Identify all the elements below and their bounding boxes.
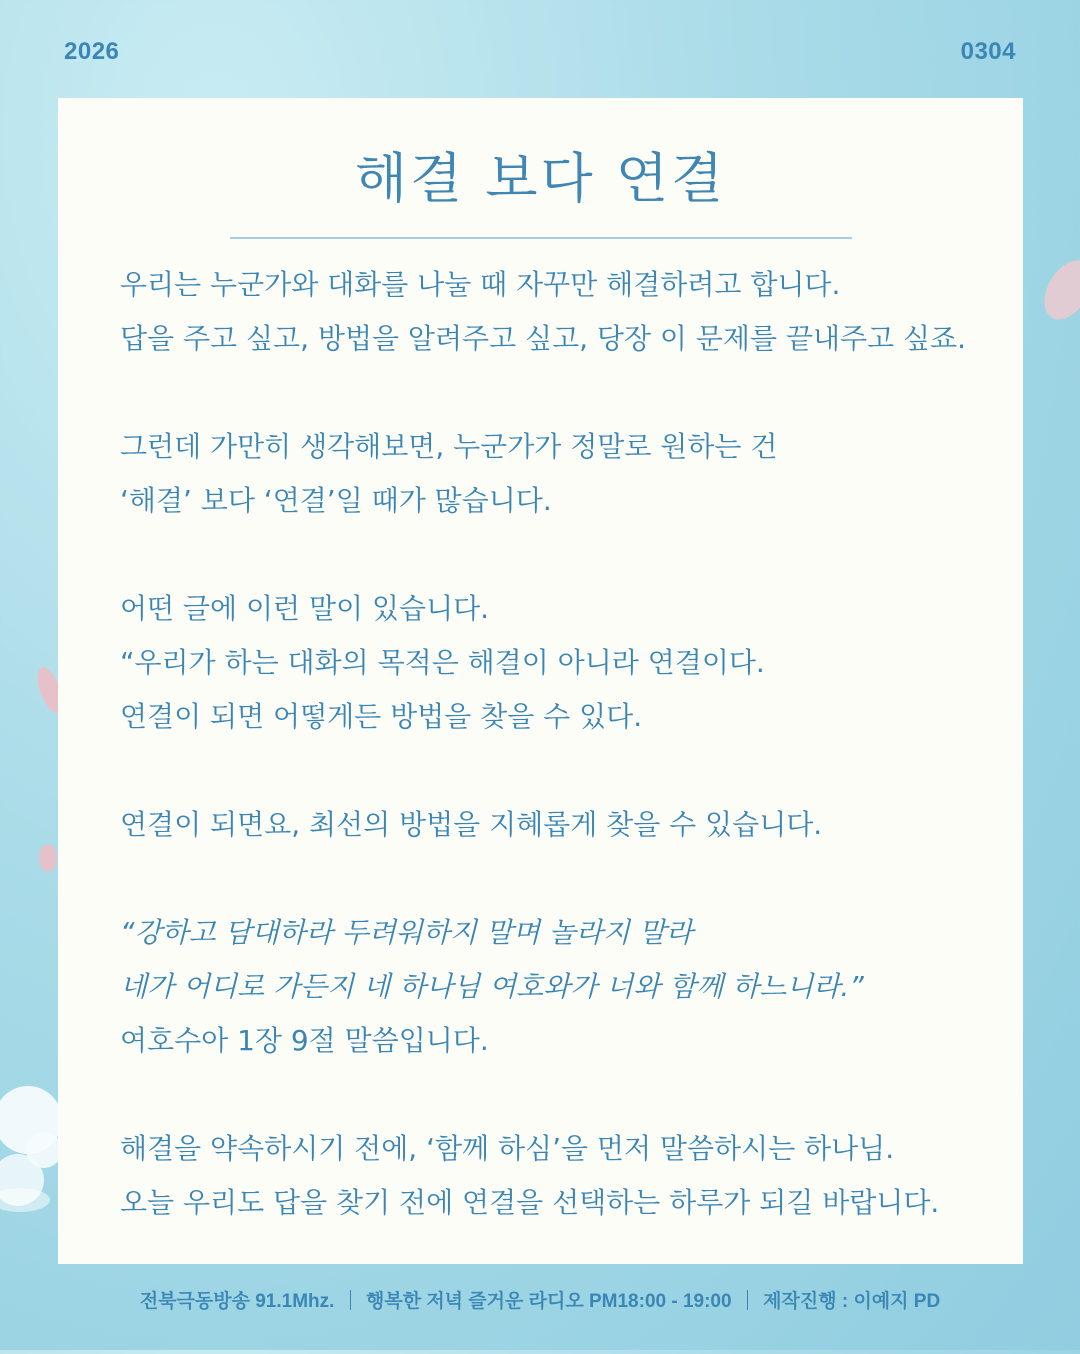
paragraph-4 <box>120 798 1000 852</box>
paragraph-1 <box>120 258 1000 366</box>
message-card <box>58 98 1023 1264</box>
date-code-label: 0304 <box>960 38 1016 65</box>
text-line: 연결이 되면요, 최선의 방법을 지혜롭게 찾을 수 있습니다. <box>120 808 823 841</box>
page-title: 해결 보다 연결 <box>354 147 727 210</box>
footer-credits <box>0 1286 1080 1313</box>
text-line: 어떤 글에 이런 말이 있습니다. <box>120 592 490 625</box>
program-label: 행복한 저녁 즐거운 라디오 PM18:00 - 19:00 <box>365 1291 732 1312</box>
text-line: 그런데 가만히 생각해보면, 누군가가 정말로 원하는 건 <box>120 430 778 463</box>
text-line: 우리는 누군가와 대화를 나눌 때 자꾸만 해결하려고 합니다. <box>120 268 841 301</box>
paragraph-2 <box>120 420 1000 528</box>
scripture-line: “강하고 담대하라 두려워하지 말며 놀라지 말라 <box>120 916 693 949</box>
text-line: ‘해결’ 보다 ‘연결’일 때가 많습니다. <box>120 484 552 517</box>
message-body <box>120 258 1000 1230</box>
station-label: 전북극동방송 91.1Mhz. <box>139 1291 335 1312</box>
scripture-line: 네가 어디로 가든지 네 하나님 여호와가 너와 함께 하느니라.” <box>120 970 864 1003</box>
producer-label: 제작진행 : 이예지 PD <box>763 1291 941 1312</box>
text-line: 연결이 되면 어떻게든 방법을 찾을 수 있다. <box>120 700 643 733</box>
title-divider <box>230 237 852 239</box>
paragraph-6 <box>120 1122 1000 1230</box>
footer-divider <box>350 1290 351 1310</box>
text-line: 오늘 우리도 답을 찾기 전에 연결을 선택하는 하루가 되길 바랍니다. <box>120 1186 940 1219</box>
year-label: 2026 <box>64 38 120 65</box>
text-line: “우리가 하는 대화의 목적은 해결이 아니라 연결이다. <box>120 646 765 679</box>
text-line: 답을 주고 싶고, 방법을 알려주고 싶고, 당장 이 문제를 끝내주고 싶죠. <box>120 322 967 355</box>
scripture-quote <box>120 906 1000 1068</box>
footer-divider <box>747 1290 748 1310</box>
paragraph-3 <box>120 582 1000 744</box>
scripture-reference: 여호수아 1장 9절 말씀입니다. <box>120 1024 489 1057</box>
text-line: 해결을 약속하시기 전에, ‘함께 하심’을 먼저 말씀하시는 하나님. <box>120 1132 895 1165</box>
